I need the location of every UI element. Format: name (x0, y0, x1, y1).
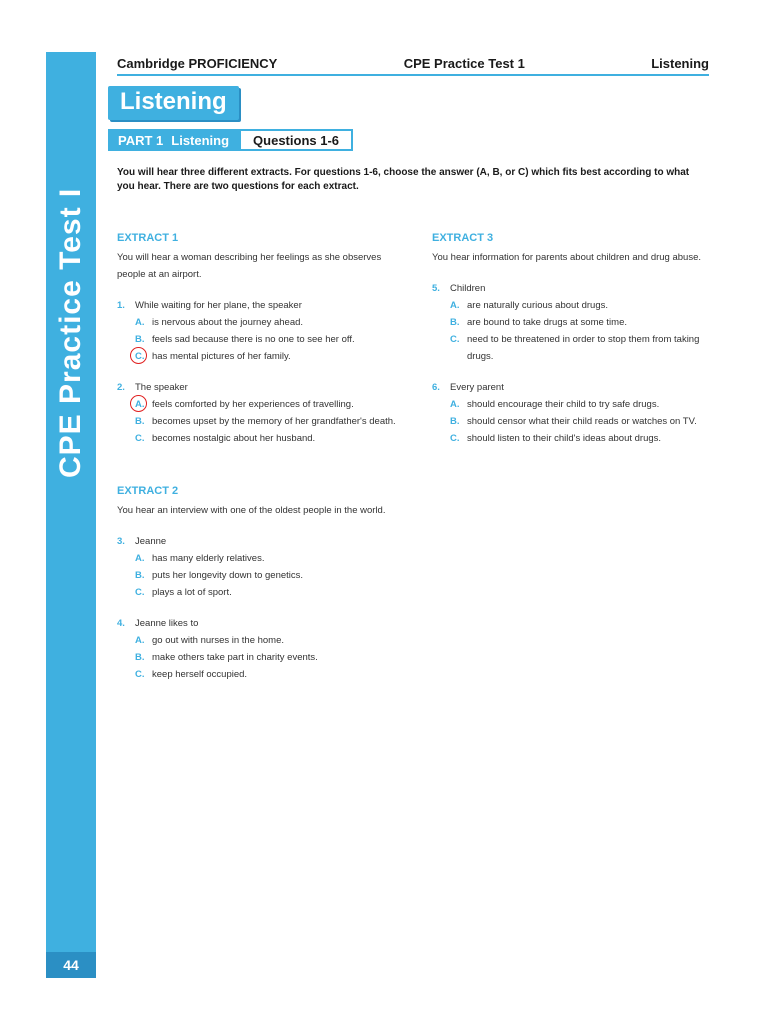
extract-title: EXTRACT 3 (432, 232, 494, 244)
right-column (432, 230, 722, 461)
option-a[interactable] (432, 396, 722, 413)
option-letter: A. (135, 317, 145, 328)
instructions: You will hear three different extracts. For questions 1-6, choose the answer (A, B, or C) which fits best according to what you hear. There are two questions for each extract. (117, 167, 690, 192)
question-number: 2. (117, 382, 125, 393)
extract-description: You will hear a woman describing her feelings as she observes people at an airport. (117, 252, 382, 280)
option-c[interactable] (432, 331, 722, 365)
question-stem: Every parent (450, 382, 504, 393)
side-band-text: CPE Practice Test I (54, 187, 87, 478)
option-text: go out with nurses in the home. (152, 635, 285, 646)
option-letter: B. (135, 416, 145, 427)
option-text: keep herself occupied. (152, 669, 248, 680)
option-text: is nervous about the journey ahead. (152, 317, 304, 328)
header-right: Listening (651, 56, 709, 71)
option-c[interactable] (432, 430, 722, 447)
question-stem: While waiting for her plane, the speaker (135, 300, 302, 311)
option-text: feels comforted by her experiences of travelling. (152, 399, 354, 410)
extract-description: You hear information for parents about children and drug abuse. (432, 252, 701, 263)
question-number: 5. (432, 283, 440, 294)
left-column (117, 230, 407, 697)
option-a[interactable] (117, 314, 407, 331)
option-letter-circled: C. (135, 348, 152, 365)
option-c[interactable] (117, 584, 407, 601)
question-number: 1. (117, 300, 125, 311)
option-text: should encourage their child to try safe drugs. (467, 399, 660, 410)
option-b[interactable] (117, 331, 407, 348)
option-letter: B. (135, 334, 145, 345)
question-stem: Children (450, 283, 486, 294)
option-letter: B. (135, 652, 145, 663)
option-letter: C. (135, 433, 145, 444)
option-letter: C. (450, 334, 460, 345)
question-stem: Jeanne (135, 536, 167, 547)
question-number: 4. (117, 618, 125, 629)
question-4 (117, 615, 407, 683)
option-text: puts her longevity down to genetics. (152, 570, 304, 581)
extract-2 (117, 483, 407, 683)
running-header (117, 56, 709, 76)
side-band (46, 52, 96, 978)
option-text: becomes upset by the memory of her grandfather's death. (152, 416, 396, 427)
option-letter: A. (135, 635, 145, 646)
option-text: should listen to their child's ideas about drugs. (467, 433, 662, 444)
option-a[interactable] (117, 632, 407, 649)
questions-range: Questions 1-6 (239, 129, 353, 151)
part-label: PART 1 (118, 132, 164, 148)
option-letter: C. (135, 587, 145, 598)
header-left: Cambridge PROFICIENCY (117, 56, 278, 71)
option-b[interactable] (432, 413, 722, 430)
option-letter: A. (450, 399, 460, 410)
option-letter: C. (450, 433, 460, 444)
part-section: Listening (171, 132, 230, 148)
option-a[interactable] (117, 550, 407, 567)
question-number: 3. (117, 536, 125, 547)
option-letter: B. (135, 570, 145, 581)
option-letter: B. (450, 317, 460, 328)
option-text: make others take part in charity events. (152, 652, 318, 663)
option-text: need to be threatened in order to stop them from taking drugs. (467, 334, 700, 362)
question-number: 6. (432, 382, 440, 393)
header-center: CPE Practice Test 1 (403, 56, 525, 71)
extract-title: EXTRACT 1 (117, 232, 179, 244)
option-text: plays a lot of sport. (152, 587, 232, 598)
option-text: has mental pictures of her family. (152, 351, 291, 362)
option-text: feels sad because there is no one to see her off. (152, 334, 355, 345)
option-b[interactable] (432, 314, 722, 331)
part-label-box (108, 129, 239, 151)
option-letter: C. (135, 669, 145, 680)
question-5 (432, 280, 722, 365)
option-text: becomes nostalgic about her husband. (152, 433, 316, 444)
option-c[interactable] (117, 666, 407, 683)
question-2 (117, 379, 407, 447)
option-letter: A. (450, 300, 460, 311)
extract-description: You hear an interview with one of the oldest people in the world. (117, 505, 386, 516)
extract-3 (432, 230, 722, 447)
question-3 (117, 533, 407, 601)
question-stem: The speaker (135, 382, 188, 393)
question-1 (117, 297, 407, 365)
part-bar (108, 129, 353, 151)
option-letter-circled: A. (135, 396, 152, 413)
option-text: should censor what their child reads or watches on TV. (467, 416, 697, 427)
option-b[interactable] (117, 567, 407, 584)
option-c-selected[interactable] (117, 348, 407, 365)
option-letter: A. (135, 553, 145, 564)
option-a[interactable] (432, 297, 722, 314)
option-text: are naturally curious about drugs. (467, 300, 608, 311)
question-stem: Jeanne likes to (135, 618, 199, 629)
option-text: are bound to take drugs at some time. (467, 317, 628, 328)
question-6 (432, 379, 722, 447)
option-b[interactable] (117, 649, 407, 666)
extract-1 (117, 230, 407, 447)
option-c[interactable] (117, 430, 407, 447)
option-letter: B. (450, 416, 460, 427)
page-title: Listening (108, 86, 239, 120)
page-number: 44 (46, 952, 96, 978)
option-a-selected[interactable] (117, 396, 407, 413)
option-text: has many elderly relatives. (152, 553, 265, 564)
extract-title: EXTRACT 2 (117, 485, 179, 497)
option-b[interactable] (117, 413, 407, 430)
